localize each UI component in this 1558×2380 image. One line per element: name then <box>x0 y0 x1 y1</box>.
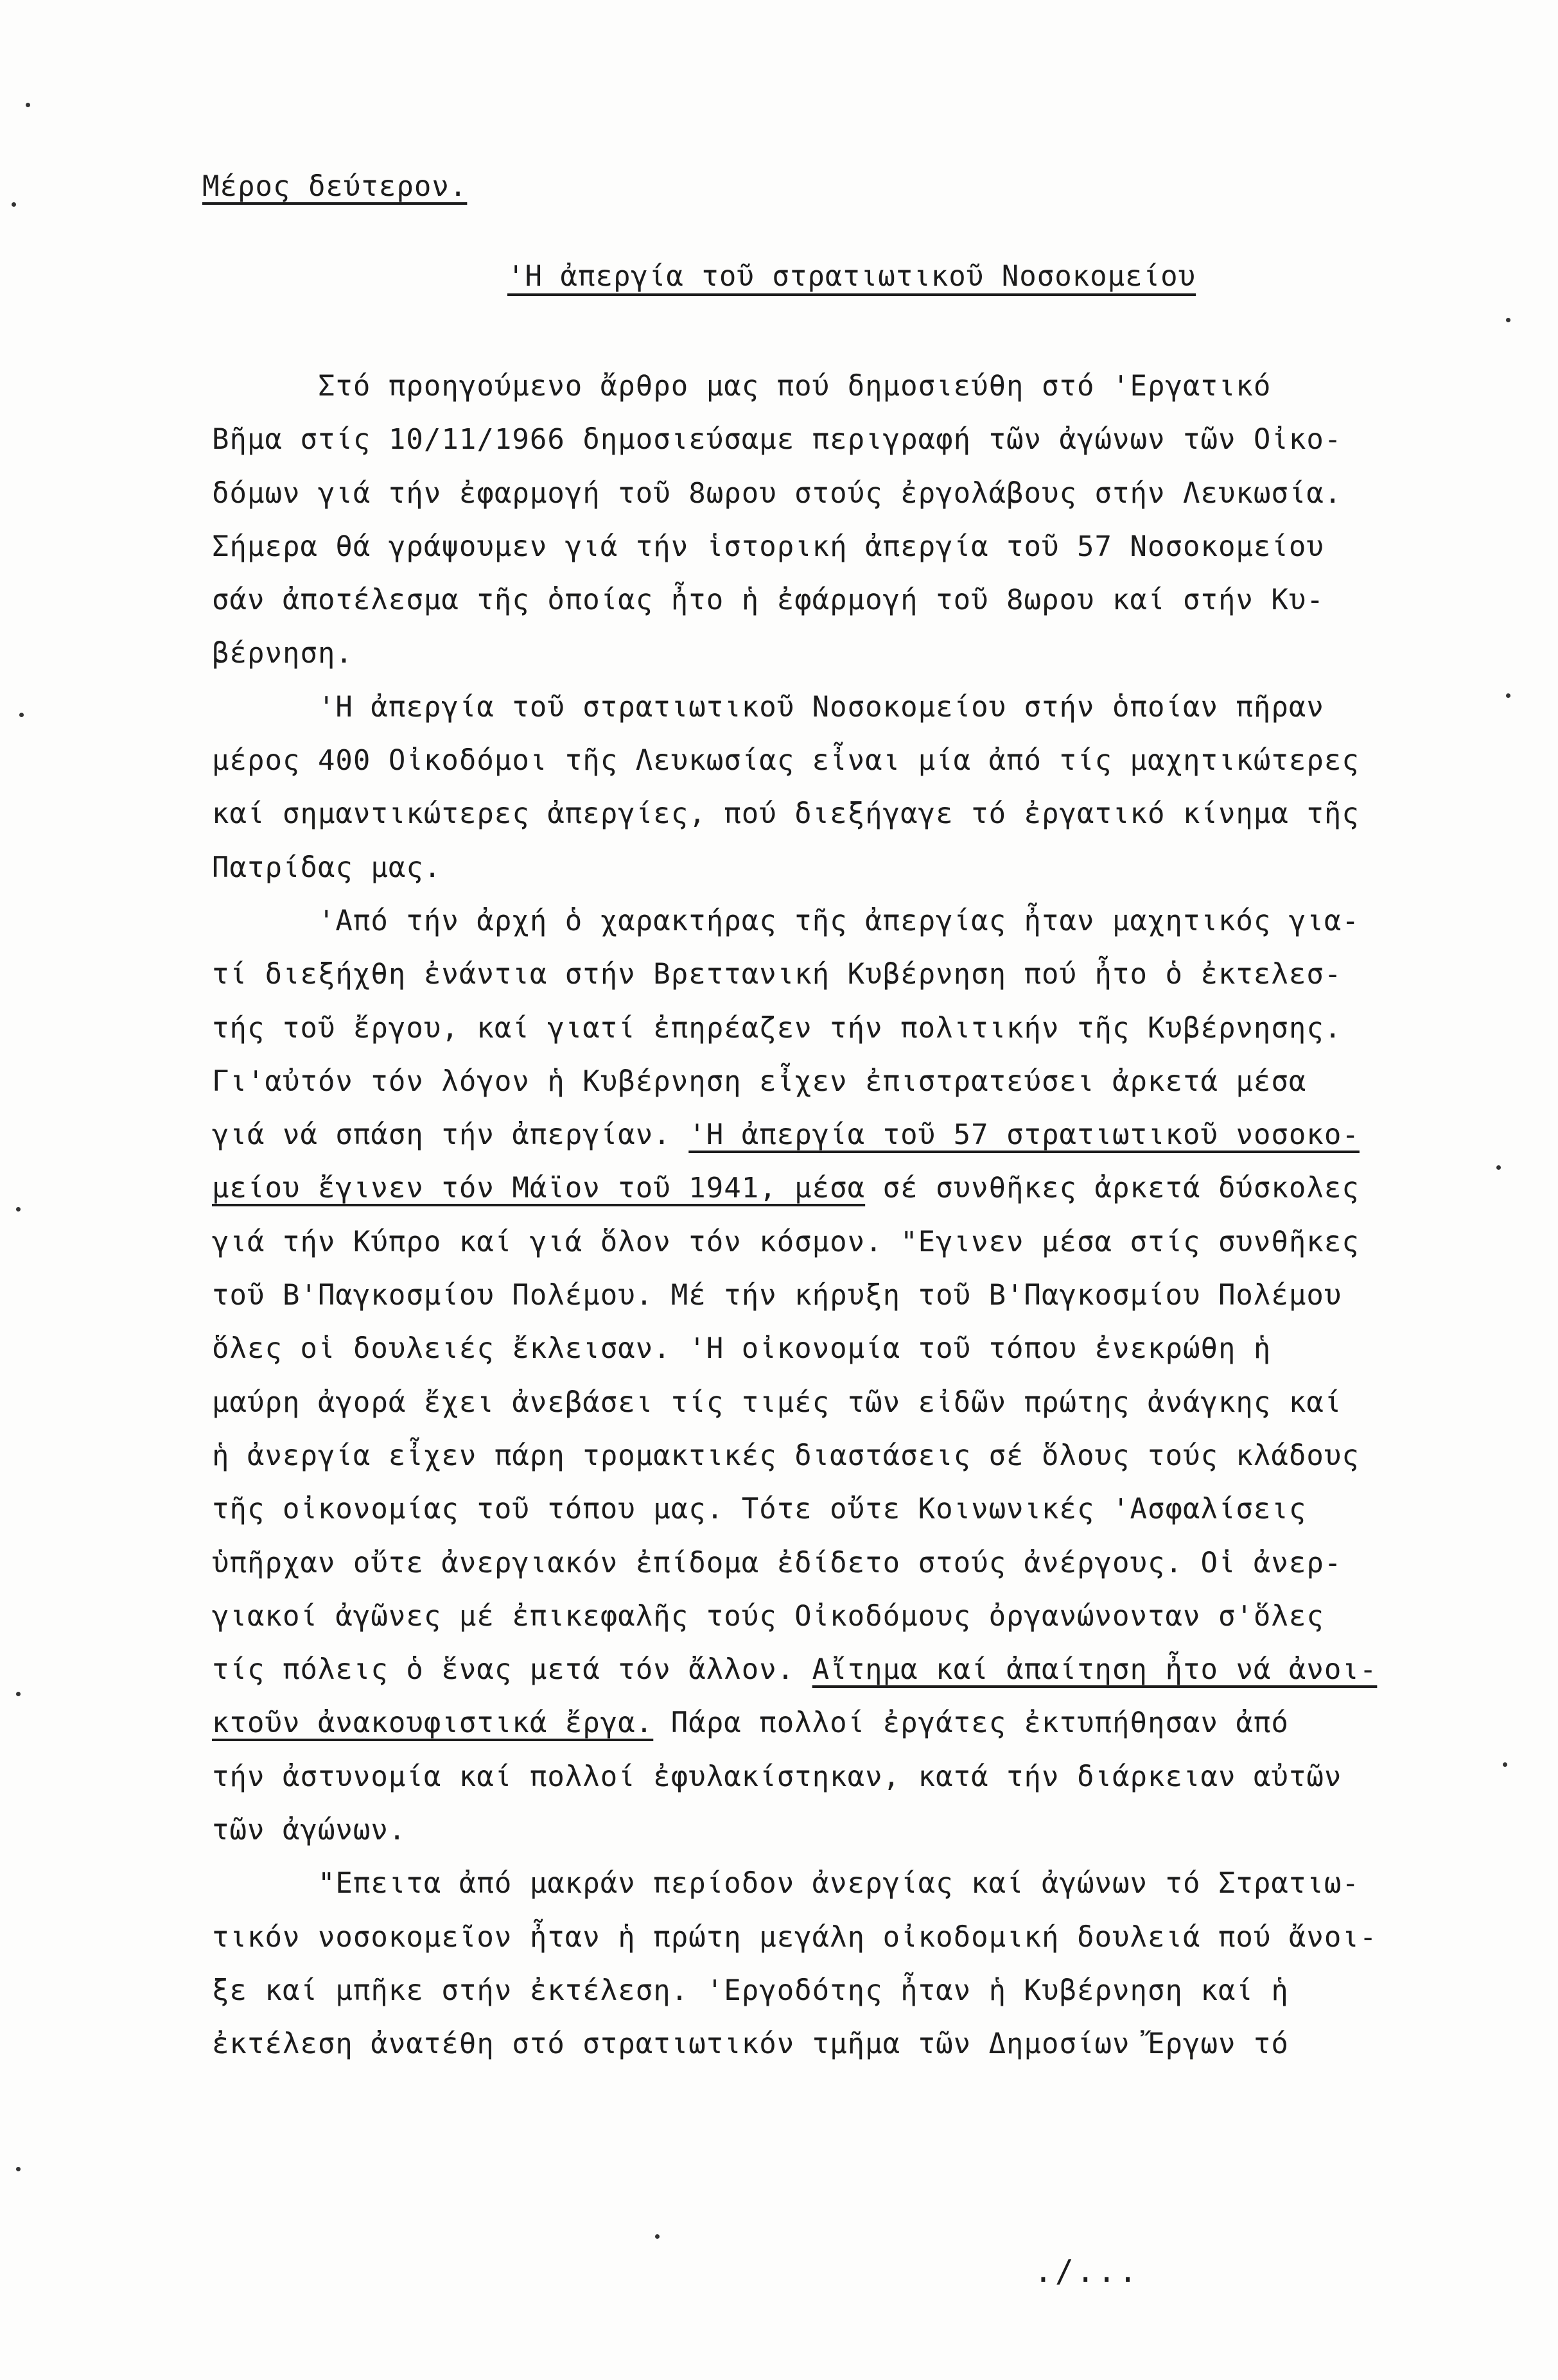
underlined-segment: κτοῦν ἀνακουφιστικά ἔργα. <box>212 1707 654 1740</box>
text-line: μέρος 400 Οἰκοδόμοι τῆς Λευκωσίας εἶναι μία ἀπό τίς μαχητικώτερες <box>212 744 1360 777</box>
text-line: τής τοῦ ἔργου, καί γιατί ἐπηρέαζεν τήν πολιτικήν τῆς Κυβέρνησης. <box>212 1011 1342 1045</box>
text-line: Γι'αὐτόν τόν λόγον ἡ Κυβέρνηση εἶχεν ἐπιστρατεύσει ἀρκετά μέσα <box>212 1064 1307 1098</box>
scan-speck <box>1496 1165 1501 1170</box>
text-line: τοῦ Β'Παγκοσμίου Πολέμου. Μέ τήν κήρυξη τοῦ Β'Παγκοσμίου Πολέμου <box>212 1279 1342 1312</box>
text-line: 'Από τήν ἀρχή ὁ χαρακτήρας τῆς ἀπεργίας ἦταν μαχητικός για- <box>212 904 1360 937</box>
scan-speck <box>12 202 16 207</box>
text-line: 'Η ἀπεργία τοῦ στρατιωτικοῦ Νοσοκομείου στήν ὁποίαν πῆραν <box>212 690 1324 724</box>
text-line <box>212 1643 1548 1696</box>
text-line: καί σημαντικώτερες ἀπεργίες, πού διεξήγαγε τό ἐργατικό κίνημα τῆς <box>212 797 1360 831</box>
scan-speck <box>16 1207 21 1212</box>
underlined-segment: 'Η ἀπεργία τοῦ 57 στρατιωτικοῦ νοσοκο- <box>688 1118 1360 1152</box>
underlined-segment: Αἴτημα καί ἀπαίτηση ἦτο νά ἀνοι- <box>812 1653 1378 1687</box>
section-label: Μέρος δεύτερον. <box>202 170 468 203</box>
text-line: τήν ἀστυνομία καί πολλοί ἐφυλακίστηκαν, κατά τήν διάρκειαν αὐτῶν <box>212 1760 1342 1793</box>
text-segment: σέ συνθῆκες ἀρκετά δύσκολες <box>865 1172 1360 1205</box>
text-line: Πατρίδας μας. <box>212 851 442 884</box>
text-segment: τίς πόλεις ὁ ἕνας μετά τόν ἄλλον. <box>212 1653 812 1687</box>
text-line: τί διεξήχθη ἐνάντια στήν Βρεττανική Κυβέρνηση πού ἦτο ὁ ἐκτελεσ- <box>212 958 1342 991</box>
text-line: δόμων γιά τήν ἐφαρμογή τοῦ 8ωρου στούς ἐργολάβους στήν Λευκωσία. <box>212 476 1342 510</box>
text-line: γιά τήν Κύπρο καί γιά ὅλον τόν κόσμον. "Εγινεν μέσα στίς συνθῆκες <box>212 1225 1360 1258</box>
underlined-segment: μείου ἔγινεν τόν Μάϊον τοῦ 1941, μέσα <box>212 1172 866 1205</box>
scan-speck <box>19 713 24 717</box>
text-line <box>212 1108 1548 1161</box>
text-line: ἡ ἀνεργία εἶχεν πάρη τρομακτικές διαστάσεις σέ ὅλους τούς κλάδους <box>212 1439 1360 1472</box>
text-line: ὅλες οἱ δουλειές ἔκλεισαν. 'Η οἰκονομία τοῦ τόπου ἐνεκρώθη ἡ <box>212 1332 1272 1366</box>
text-line: Βῆμα στίς 10/11/1966 δημοσιεύσαμε περιγραφή τῶν ἀγώνων τῶν Οἰκο- <box>212 423 1342 456</box>
scan-speck <box>16 2167 21 2171</box>
text-line: ὑπῆρχαν οὔτε ἀνεργιακόν ἐπίδομα ἐδίδετο στούς ἀνέργους. Οἱ ἀνερ- <box>212 1546 1342 1579</box>
text-line: μαύρη ἀγορά ἔχει ἀνεβάσει τίς τιμές τῶν εἰδῶν πρώτης ἀνάγκης καί <box>212 1385 1342 1419</box>
text-line: γιακοί ἀγῶνες μέ ἐπικεφαλῆς τούς Οἰκοδόμους ὀργανώνονταν σ'ὅλες <box>212 1599 1324 1633</box>
document-title: 'Η ἀπεργία τοῦ στρατιωτικοῦ Νοσοκομείου <box>507 260 1196 293</box>
scan-speck <box>1506 693 1510 698</box>
scan-speck <box>655 2234 660 2239</box>
text-line: τῆς οἰκονομίας τοῦ τόπου μας. Τότε οὔτε Κοινωνικές 'Ασφαλίσεις <box>212 1493 1307 1526</box>
scan-speck <box>16 1692 21 1696</box>
scan-speck <box>26 103 30 107</box>
text-line: σάν ἀποτέλεσμα τῆς ὁποίας ἦτο ἡ ἐφάρμογή τοῦ 8ωρου καί στήν Κυ- <box>212 584 1324 617</box>
text-line: Σήμερα θά γράψουμεν γιά τήν ἱστορική ἀπεργία τοῦ 57 Νοσοκομείου <box>212 530 1324 563</box>
text-line: Στό προηγούμενο ἄρθρο μας πού δημοσιεύθη στό 'Εργατικό <box>212 370 1272 403</box>
text-line <box>212 1161 1548 1215</box>
text-line: ἐκτέλεση ἀνατέθη στό στρατιωτικόν τμῆμα τῶν Δημοσίων Ἔργων τό <box>212 2028 1289 2061</box>
scan-speck <box>1503 1762 1507 1767</box>
text-line: "Επειτα ἀπό μακράν περίοδον ἀνεργίας καί ἀγώνων τό Στρατιω- <box>212 1867 1360 1900</box>
text-segment: γιά νά σπάση τήν ἀπεργίαν. <box>212 1118 689 1152</box>
body-text <box>212 360 1548 2071</box>
text-line <box>212 1696 1548 1750</box>
text-line: ξε καί μπῆκε στήν ἐκτέλεση. 'Εργοδότης ἦταν ἡ Κυβέρνηση καί ἡ <box>212 1974 1289 2007</box>
scan-speck <box>1506 318 1510 322</box>
text-line: βέρνηση. <box>212 637 353 670</box>
text-segment: Πάρα πολλοί ἐργάτες ἐκτυπήθησαν ἀπό <box>653 1707 1289 1740</box>
text-line: τῶν ἀγώνων. <box>212 1814 407 1847</box>
text-line: τικόν νοσοκομεῖον ἦταν ἡ πρώτη μεγάλη οἰκοδομική δουλειά πού ἄνοι- <box>212 1920 1378 1954</box>
continuation-marker: ./... <box>1034 2254 1140 2289</box>
